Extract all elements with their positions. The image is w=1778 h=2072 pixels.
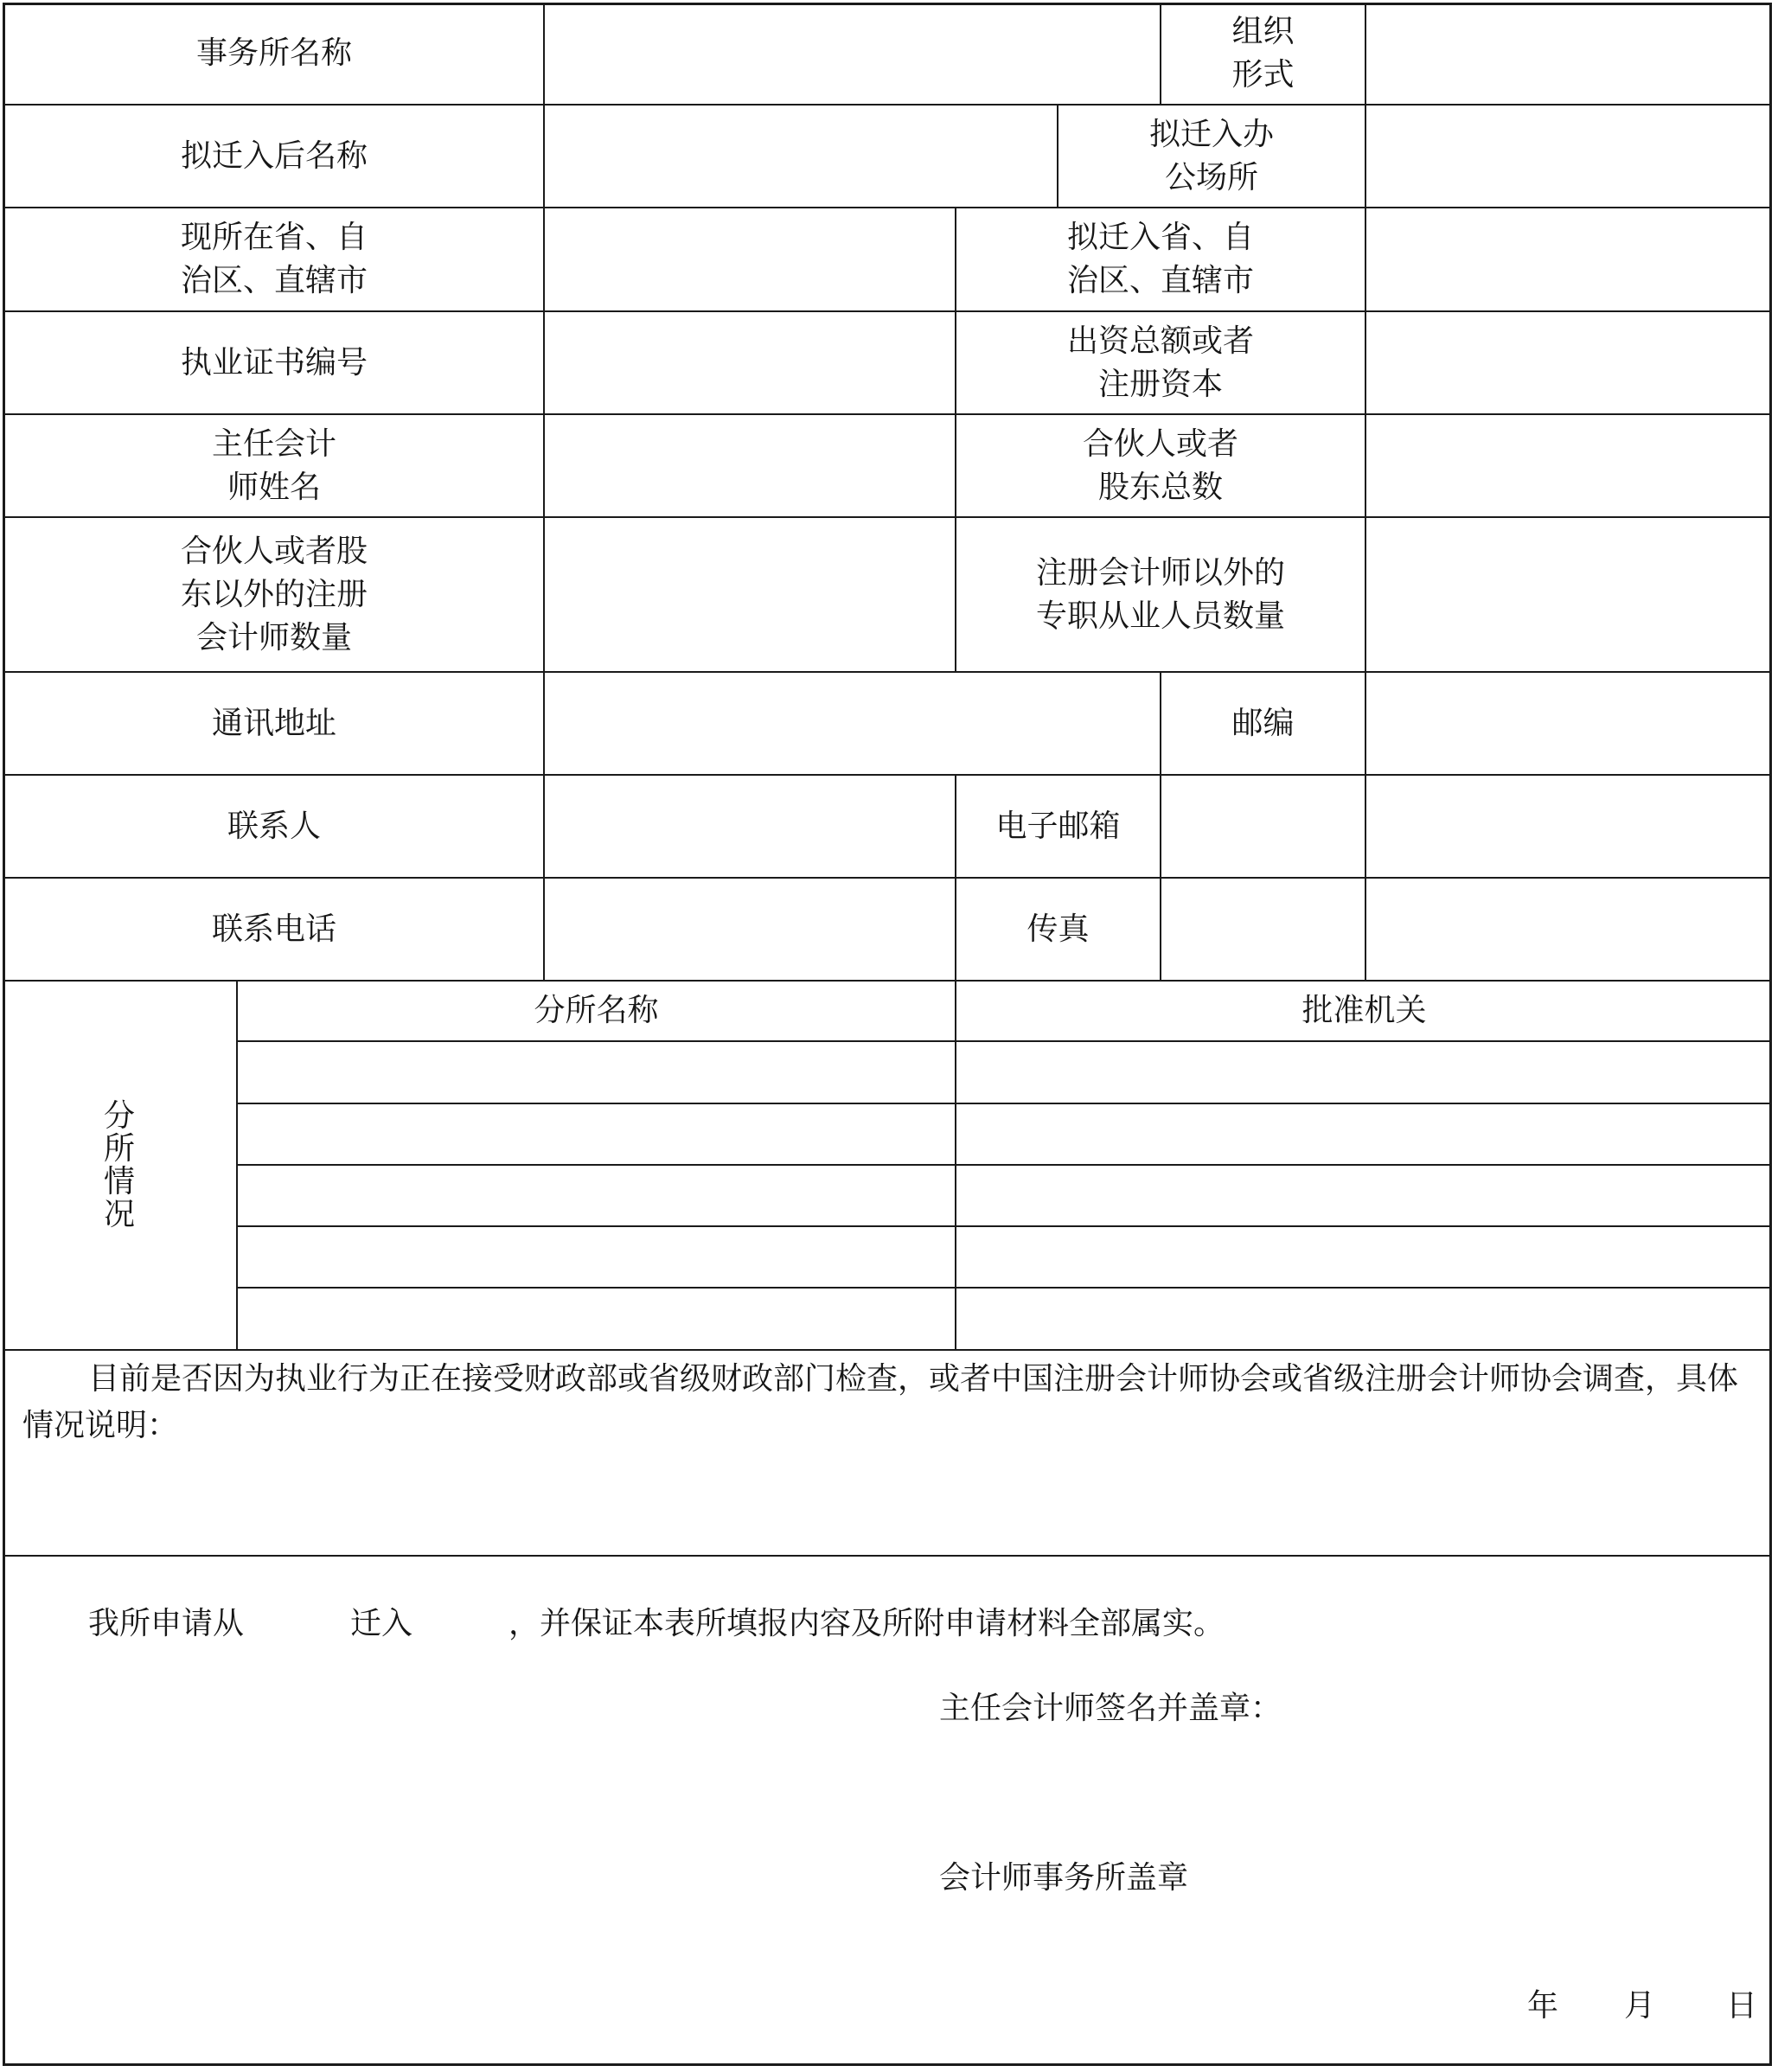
- label-new-province: 拟迁入省、自 治区、直辖市: [1066, 220, 1254, 298]
- label-registered-capital: 出资总额或者 注册资本: [1066, 323, 1254, 402]
- label-other-cpa-count: 合伙人或者股 东以外的注册 会计师数量: [180, 533, 368, 655]
- declaration-part3: ，并保证本表所填报内容及所附申请材料全部属实。: [508, 1606, 1225, 1641]
- branch-row-divider: [236, 1287, 1772, 1289]
- col-divider: [543, 3, 545, 980]
- label-contact-person: 联系人: [227, 808, 321, 844]
- col-divider: [1365, 3, 1366, 980]
- label-license-number: 执业证书编号: [180, 344, 368, 381]
- director-signature-label: 主任会计师签名并盖章：: [939, 1691, 1282, 1726]
- date-day: 日: [1726, 1988, 1758, 2024]
- label-postcode: 邮编: [1231, 705, 1295, 741]
- branch-row-divider: [236, 1040, 1772, 1042]
- declaration-part1: 我所申请从: [88, 1606, 245, 1641]
- label-phone: 联系电话: [211, 911, 336, 947]
- row-divider: [3, 1555, 1772, 1557]
- label-new-office: 拟迁入办 公场所: [1148, 116, 1274, 195]
- label-partner-count: 合伙人或者 股东总数: [1082, 425, 1238, 505]
- date-month: 月: [1624, 1988, 1656, 2024]
- firm-seal-label: 会计师事务所盖章: [939, 1860, 1189, 1896]
- label-firm-name: 事务所名称: [195, 35, 352, 71]
- branch-row-divider: [236, 1103, 1772, 1104]
- label-staff-count: 注册会计师以外的 专职从业人员数量: [1035, 554, 1285, 634]
- date-year: 年: [1527, 1988, 1559, 2024]
- label-current-province: 现所在省、自 治区、直辖市: [180, 220, 368, 298]
- branch-side-label: 分 所 情 况: [103, 1098, 135, 1232]
- col-divider: [1160, 774, 1161, 980]
- branch-authority-header: 批准机关: [1302, 993, 1427, 1028]
- label-organization-form: 组织 形式: [1231, 13, 1295, 93]
- label-director-name: 主任会计 师姓名: [211, 425, 336, 505]
- label-email: 电子邮箱: [995, 808, 1121, 844]
- label-new-name: 拟迁入后名称: [180, 137, 368, 174]
- branch-row-divider: [236, 1225, 1772, 1227]
- row-divider: [3, 1349, 1772, 1351]
- label-address: 通讯地址: [211, 705, 336, 741]
- declaration-part2: 迁入: [350, 1606, 413, 1641]
- label-fax: 传真: [1027, 911, 1090, 947]
- branch-row-divider: [236, 1164, 1772, 1166]
- branch-name-header: 分所名称: [534, 993, 659, 1028]
- inspection-note: 目前是否因为执业行为正在接受财政部或省级财政部门检查，或者中国注册会计师协会或省级注册会计师协会调查，具体情况说明：: [22, 1361, 1739, 1443]
